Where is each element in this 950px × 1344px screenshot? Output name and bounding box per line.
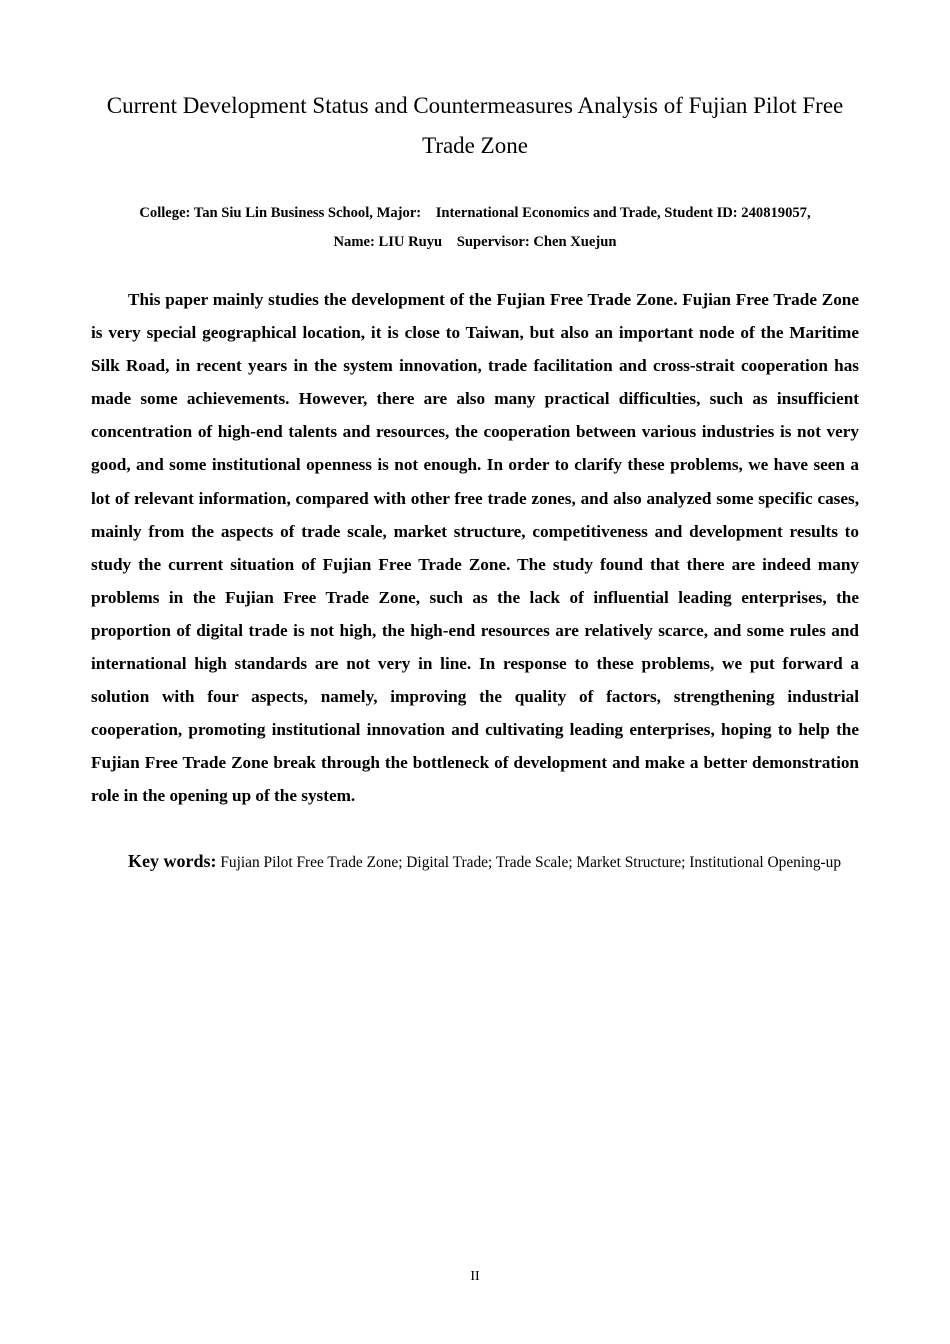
- page-number: II: [470, 1269, 480, 1284]
- author-info: [91, 199, 859, 257]
- abstract-paragraph: This paper mainly studies the development of the Fujian Free Trade Zone. Fujian Free Trade Zone is very special geographical location, it is close to Taiwan, but also an important node of the Maritime Silk Road, in recent years in the system innovation, trade facilitation and cross-strait cooperation has made some achievements. However, there are also many practical difficulties, such as insufficient concentration of high-end talents and resources, the cooperation between various industries is not very good, and some institutional openness is not enough. In order to clarify these problems, we have seen a lot of relevant information, compared with other free trade zones, and also analyzed some specific cases, mainly from the aspects of trade scale, market structure, competitiveness and development results to study the current situation of Fujian Free Trade Zone. The study found that there are indeed many problems in the Fujian Free Trade Zone, such as the lack of influential leading enterprises, the proportion of digital trade is not high, the high-end resources are relatively scarce, and some rules and international high standards are not very in line. In response to these problems, we put forward a solution with four aspects, namely, improving the quality of factors, strengthening industrial cooperation, promoting institutional innovation and cultivating leading enterprises, hoping to help the Fujian Free Trade Zone break through the bottleneck of development and make a better demonstration role in the opening up of the system.: [91, 290, 859, 806]
- keywords-label: Key words:: [128, 851, 217, 871]
- document-title: Current Development Status and Countermeasures Analysis of Fujian Pilot Free Trade Zone: [106, 93, 844, 158]
- keywords-text: Fujian Pilot Free Trade Zone; Digital Trade; Trade Scale; Market Structure; Institutional Opening-up: [216, 854, 842, 871]
- author-info-line-2: Name: LIU Ruyu Supervisor: Chen Xuejun: [333, 234, 617, 250]
- keywords-paragraph: [91, 845, 859, 879]
- author-info-line-1: College: Tan Siu Lin Business School, Major: International Economics and Trade, Student ID: 240819057,: [139, 205, 811, 221]
